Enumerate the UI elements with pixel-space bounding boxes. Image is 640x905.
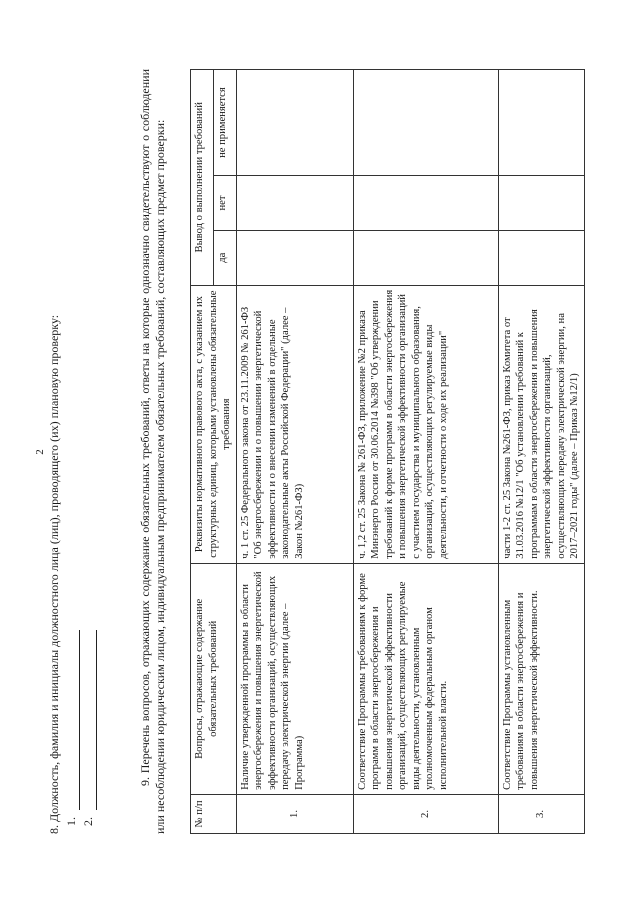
blank-fill-line [67, 630, 80, 810]
row-yes-cell[interactable] [353, 230, 498, 285]
row-number: 3. [498, 794, 584, 833]
row-question: Наличие утвержденной программы в области энергосбережения и повышения энергетической эффективности организаций, осуществляющих передачу электрической энергии (далее – Программа) [236, 563, 353, 794]
row-question: Соответствие Программы требованиям к форме программ в области энергосбережения и повышения энергетической эффективности организаций, осуществляющих регулируемые виды деятельности, установленным уполномоченным федеральным органом исполнительной власти. [353, 563, 498, 794]
row-requisites: ч. 1 ст. 25 Федерального закона от 23.11.2009 № 261-ФЗ "Об энергосбережении и о повышении энергетической эффективности и о внесении изменений в отдельные законодательные акты Российской Федерации" (далее – Закон №261-ФЗ) [236, 285, 353, 563]
section-8 [46, 315, 97, 834]
row-yes-cell[interactable] [236, 230, 353, 285]
inspector-line-number: 2. [81, 817, 95, 826]
inspector-line-1 [63, 315, 80, 826]
row-no-cell[interactable] [236, 176, 353, 231]
row-no-cell[interactable] [353, 176, 498, 231]
blank-fill-line [84, 630, 97, 810]
header-requisites: Реквизиты нормативного правового акта, с указанием их структурных единиц, которыми установлены обязательные требования [191, 285, 237, 563]
row-number: 1. [236, 794, 353, 833]
header-yes: да [213, 230, 236, 285]
row-requisites: части 1-2 ст. 25 Закона №261-ФЗ, приказ Комитета от 31.03.2016 №12/1 "Об установлении требований к программам в области энергосбережения и повышения энергетической эффективности организаций, осуществляющих передачу электрической энергии, на 2017–2021 годы" (далее – Приказ №12/1) [498, 285, 584, 563]
row-number: 2. [353, 794, 498, 833]
row-requisites: ч. 1,2 ст. 25 Закона № 261-ФЗ, приложение №2 приказа Минэнерго России от 30.06.2014 №398 "Об утверждении требований к форме программ в области энергосбережения и повышения энергетической эффективности организаций с участием государства и муниципального образования, организаций, осуществляющих регулируемые виды деятельности, и отчетности о ходе их реализации" [353, 285, 498, 563]
table-row [236, 70, 353, 834]
document-page [20, 22, 620, 882]
row-not-applicable-cell[interactable] [236, 70, 353, 176]
table-header-row [191, 70, 214, 834]
header-no: нет [213, 176, 236, 231]
page-number: 2 [34, 449, 46, 455]
inspector-line-2 [80, 315, 97, 826]
section-9-text: 9. Перечень вопросов, отражающих содержание обязательных требований, ответы на которые однозначно свидетельствуют о соблюдении или несоблюдении юридическим лицом, индивидуальным предпринимателем обязательных требований, составляющих предмет проверки: [138, 69, 167, 834]
header-question: Вопросы, отражающие содержание обязательных требований [191, 563, 237, 794]
row-no-cell[interactable] [498, 176, 584, 231]
table-row [353, 70, 498, 834]
row-question: Соответствие Программы установленным требованиям в области энергосбережения и повышения энергетической эффективности. [498, 563, 584, 794]
row-yes-cell[interactable] [498, 230, 584, 285]
row-not-applicable-cell[interactable] [498, 70, 584, 176]
requirements-table [190, 69, 585, 834]
inspector-line-number: 1. [64, 817, 78, 826]
header-number: № п/п [191, 794, 237, 833]
header-conclusion: Вывод о выполнении требований [191, 70, 214, 286]
table-row [498, 70, 584, 834]
section-8-title: 8. Должность, фамилия и инициалы должностного лица (лиц), проводящего (их) плановую проверку: [47, 314, 61, 834]
header-not-applicable: не применяется [213, 70, 236, 176]
row-not-applicable-cell[interactable] [353, 70, 498, 176]
